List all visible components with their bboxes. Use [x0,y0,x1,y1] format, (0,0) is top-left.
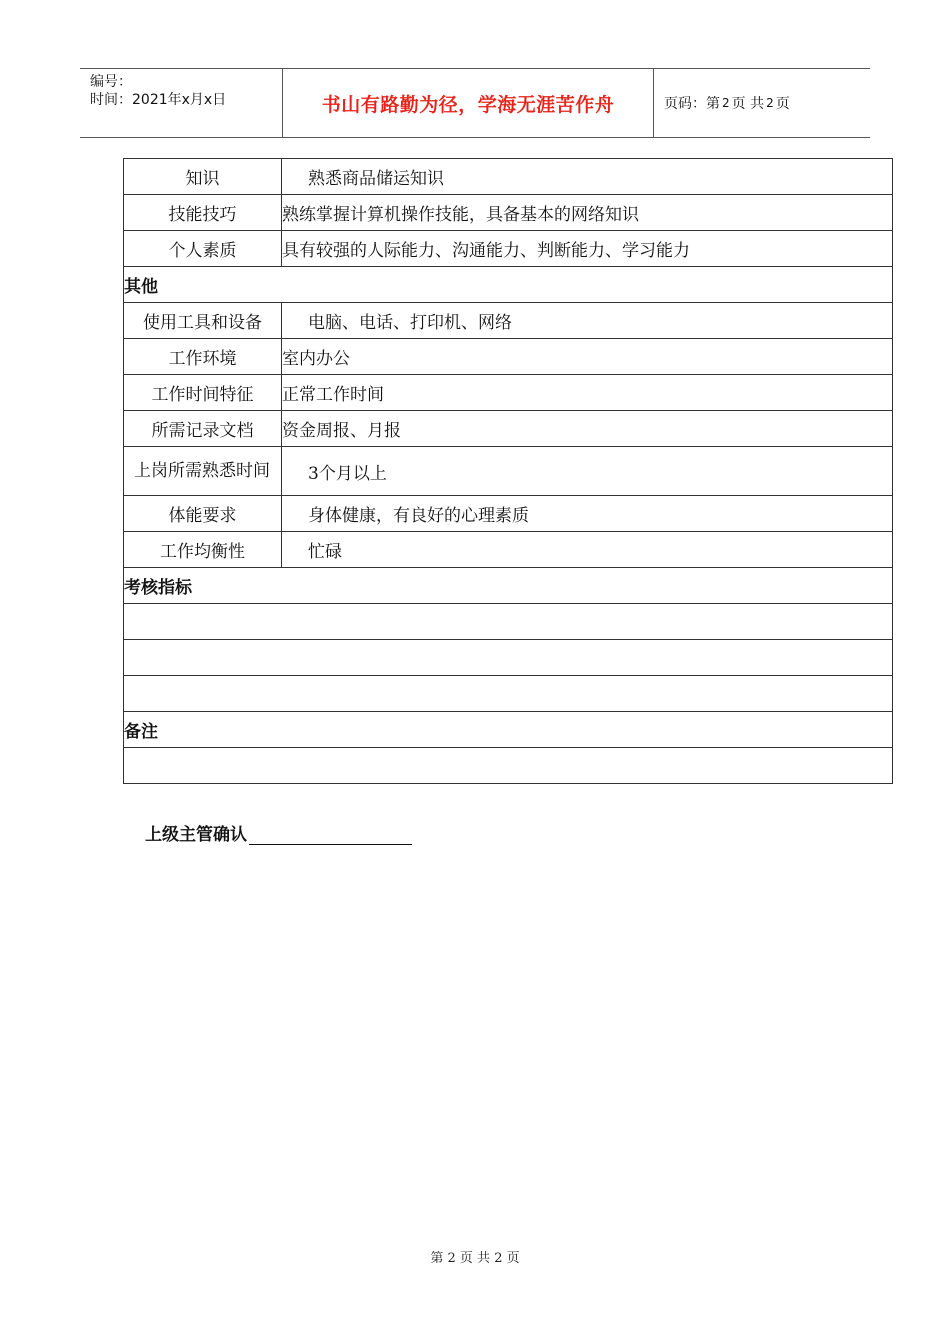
page-prefix: 页码：第 [664,96,720,112]
page-current: 2 [722,96,730,110]
signature-line[interactable] [249,824,412,845]
section-row [124,712,893,748]
table-row [124,195,893,231]
row-label: 使用工具和设备 [124,303,282,339]
row-label: 上岗所需熟悉时间 [124,447,282,496]
page-mid: 页 共 [731,96,765,112]
section-row [124,568,893,604]
row-value: 熟悉商品储运知识 [282,159,893,195]
signoff-label: 上级主管确认 [145,825,247,845]
row-label: 个人素质 [124,231,282,267]
job-description-table [123,158,893,784]
row-value: 正常工作时间 [282,375,893,411]
header-meta [80,69,282,137]
time-label: 时间：2021年x月x日 [90,92,227,108]
blank-row [124,604,893,640]
blank-cell[interactable] [124,748,893,784]
section-heading: 考核指标 [124,568,893,604]
row-label: 技能技巧 [124,195,282,231]
row-value: 电脑、电话、打印机、网络 [282,303,893,339]
row-value: 3个月以上 [282,447,893,496]
row-label: 体能要求 [124,496,282,532]
blank-row [124,748,893,784]
blank-cell[interactable] [124,676,893,712]
page-header [80,68,870,138]
blank-row [124,640,893,676]
table-row [124,447,893,496]
blank-cell[interactable] [124,604,893,640]
table-row [124,303,893,339]
row-label: 工作时间特征 [124,375,282,411]
row-value: 熟练掌握计算机操作技能，具备基本的网络知识 [282,195,893,231]
page-total: 2 [766,96,774,110]
row-value: 具有较强的人际能力、沟通能力、判断能力、学习能力 [282,231,893,267]
section-row [124,267,893,303]
row-value: 资金周报、月报 [282,411,893,447]
supervisor-signoff [145,820,412,845]
table-row [124,411,893,447]
serial-label: 编号： [90,74,132,90]
table-row [124,159,893,195]
table-row [124,231,893,267]
header-page-number [654,69,870,137]
page-footer: 第 2 页 共 2 页 [430,1251,520,1266]
table-row [124,532,893,568]
row-value: 室内办公 [282,339,893,375]
row-value: 身体健康，有良好的心理素质 [282,496,893,532]
row-value: 忙碌 [282,532,893,568]
table-row [124,375,893,411]
row-label: 工作环境 [124,339,282,375]
blank-row [124,676,893,712]
section-heading: 备注 [124,712,893,748]
row-label: 知识 [124,159,282,195]
table-row [124,496,893,532]
table-row [124,339,893,375]
row-label: 工作均衡性 [124,532,282,568]
motto: 书山有路勤为径，学海无涯苦作舟 [321,93,615,116]
row-label: 所需记录文档 [124,411,282,447]
page-suffix: 页 [775,96,790,112]
section-heading: 其他 [124,267,893,303]
blank-cell[interactable] [124,640,893,676]
header-motto-cell [282,69,654,137]
